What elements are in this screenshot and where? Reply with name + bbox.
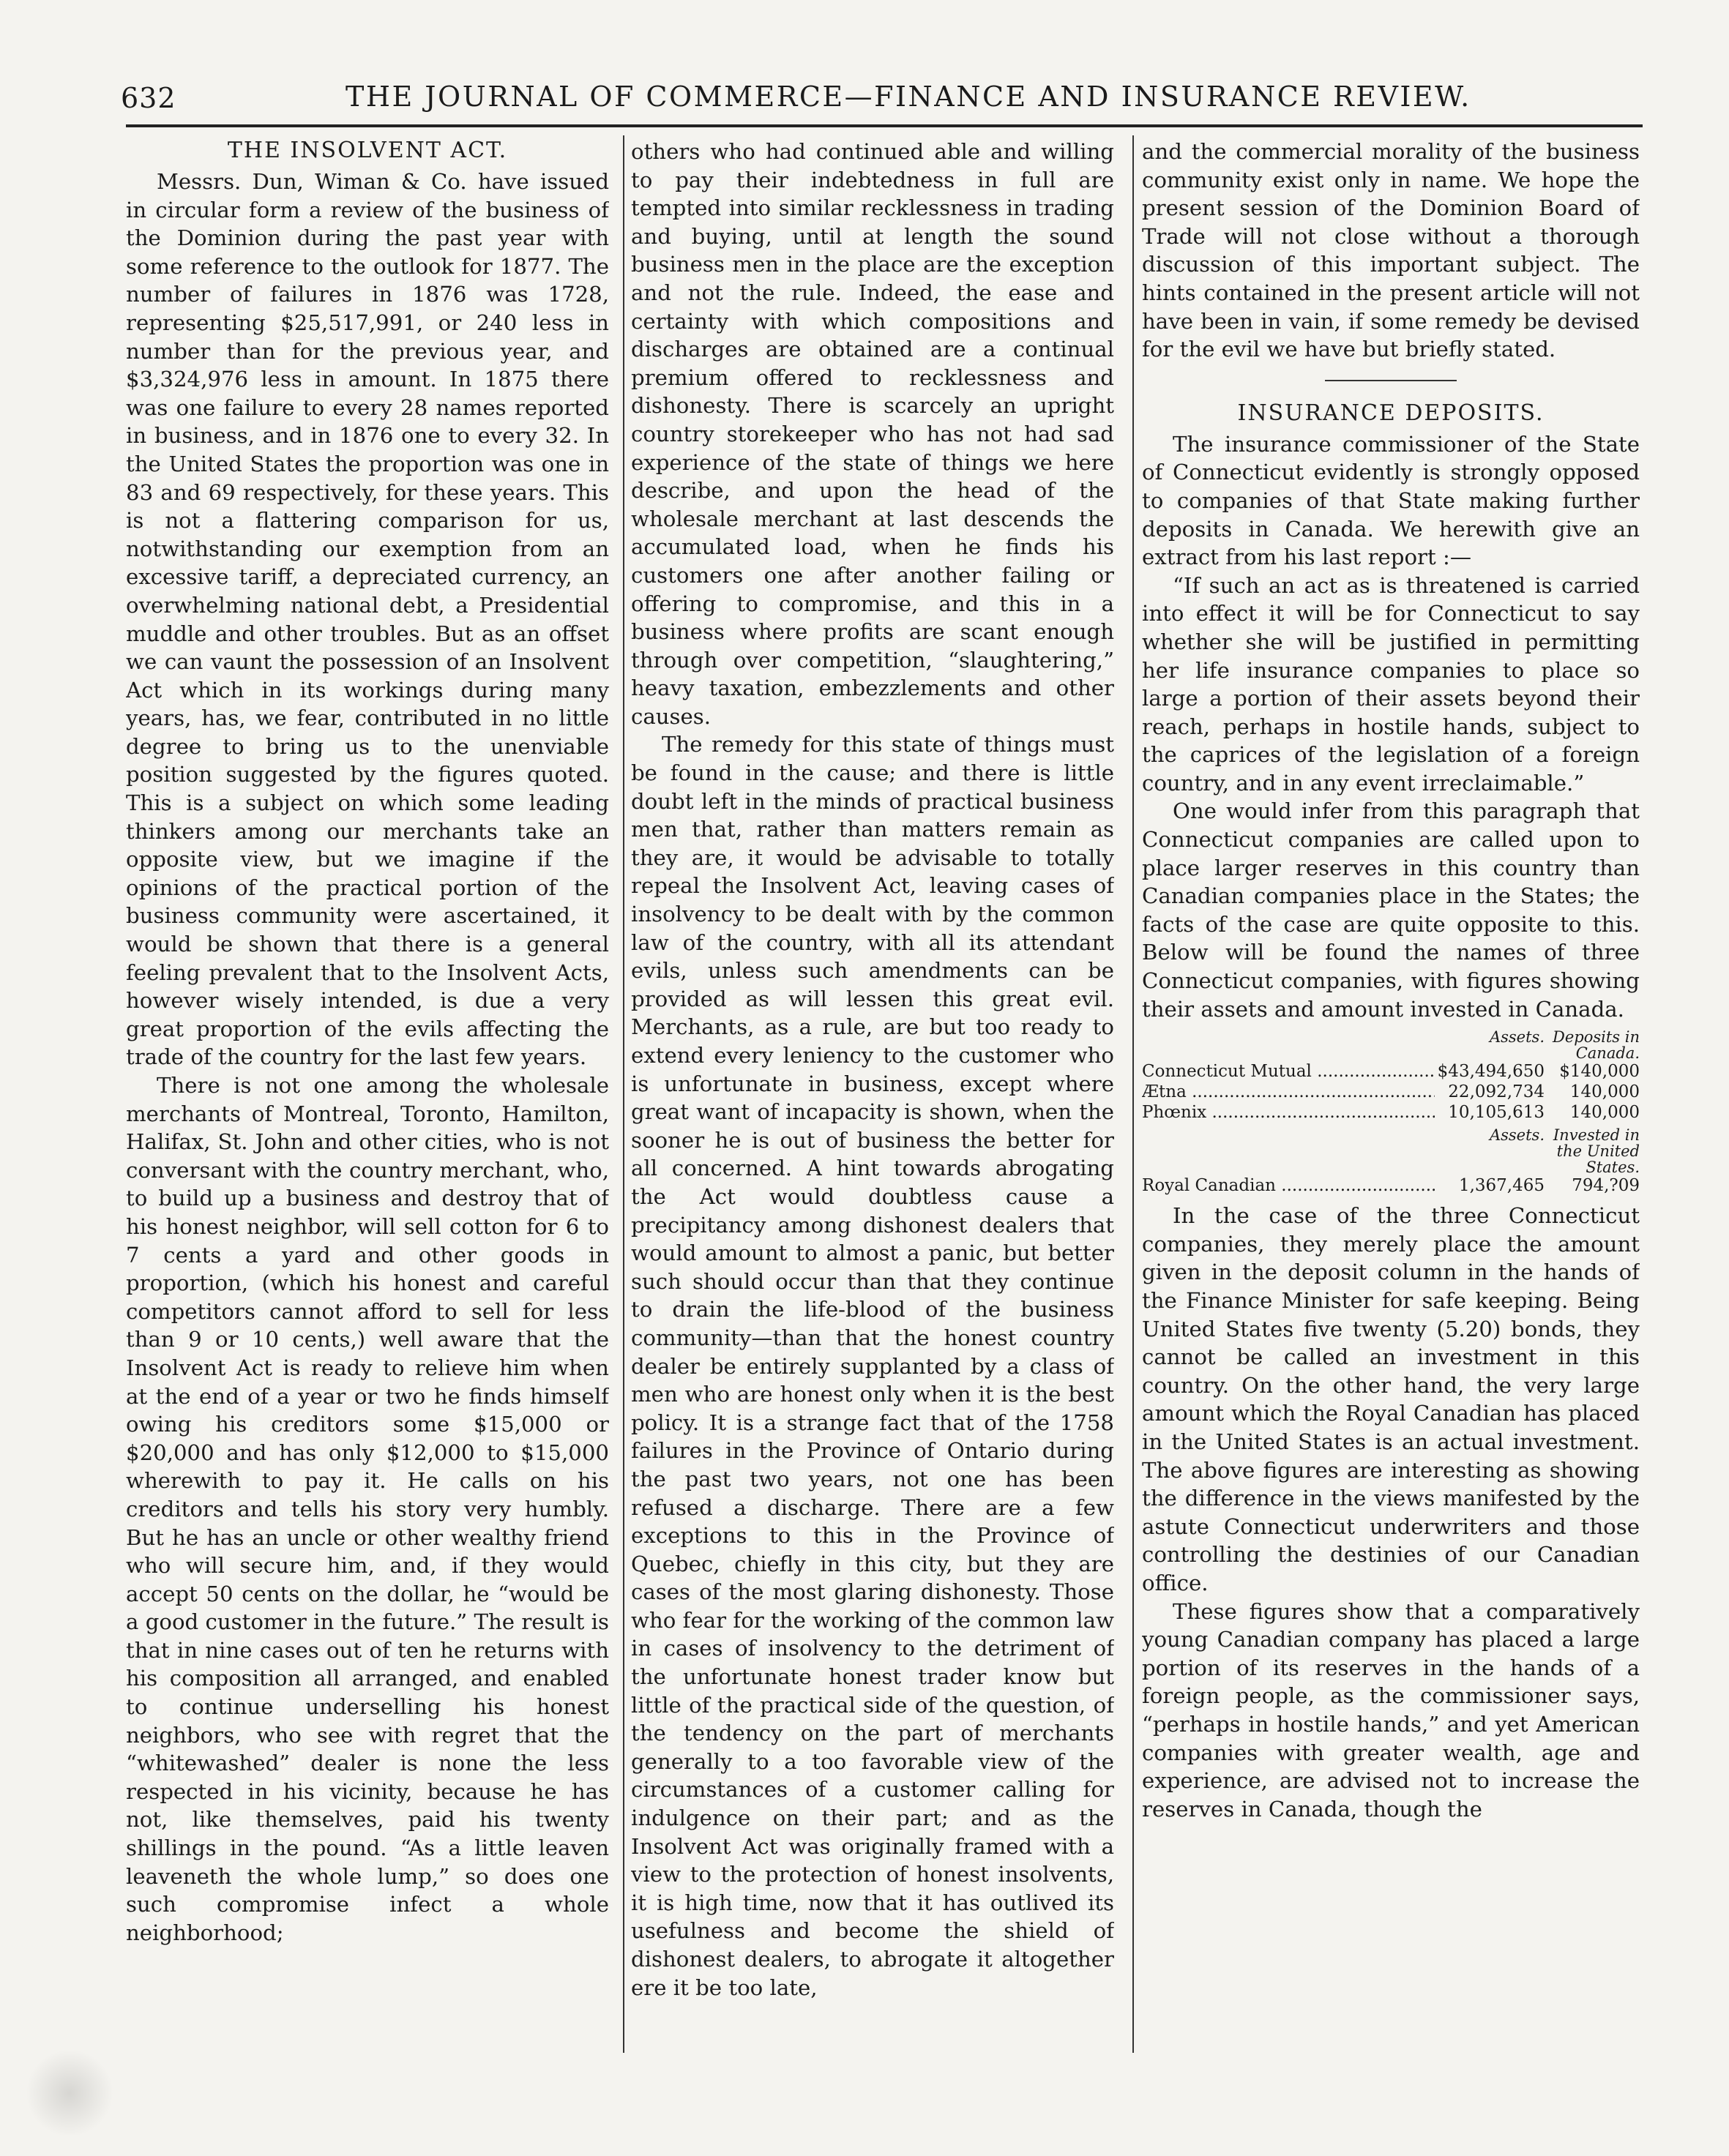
table-row <box>1142 1061 1640 1082</box>
header-rule <box>126 124 1643 127</box>
company-name: Connecticut Mutual ..... <box>1142 1061 1435 1082</box>
col-assets-header: Assets. <box>1489 1028 1545 1047</box>
col-invested-header: Invested in the United States. <box>1553 1126 1640 1177</box>
assets-value: 10,105,613 <box>1448 1103 1545 1123</box>
table-header <box>1142 1029 1640 1061</box>
page-smudge <box>26 2049 113 2137</box>
article-paragraph: There is not one among the wholesale merchants of Montreal, Toronto, Hamilton, Halifax, St. John and other cities, who is not conversant with the country merchant, who, to build up a business and destroy that of his honest neighbor, will sell cotton for 6 to 7 cents a yard and other goods in proportion, (which his honest and careful competitors cannot afford to sell for less than 9 or 10 cents,) well aware that the Insolvent Act is ready to relieve him when at the end of a year or two he finds himself owing his creditors some $15,000 or $20,000 and has only $12,000 to $15,000 wherewith to pay it. He calls on his creditors and tells his story very humbly. But he has an uncle or other wealthy friend who will secure him, and, if they would accept 50 cents on the dollar, he “would be a good customer in the future.” The result is that in nine cases out of ten he returns with his composition all arranged, and enabled to continue underselling his honest neighbors, who see with regret that the “whitewashed” dealer is none the less respected in his vicinity, because he has not, like themselves, paid his twenty shillings in the pound. “As a little leaven leaveneth the whole lump,” so does one such compromise infect a whole neighborhood; <box>126 1073 609 1945</box>
table-row <box>1142 1082 1640 1102</box>
article-title-insolvent-act: THE INSOLVENT ACT. <box>227 138 508 163</box>
assets-value: 1,367,465 <box>1458 1176 1545 1196</box>
article-paragraph: The remedy for this state of things must be found in the cause; and there is little doubt left in the minds of practical business men that, rather than matters remain as they are, it would be advisable to totally repeal the Insolvent Act, leaving cases of insolvency to be dealt with by the common law of the country, with all its attendant evils, unless such amendments can be provided as will lessen this great evil. Merchants, as a rule, are but too ready to extend every leniency to the customer who is unfortunate in business, except where great want of incapacity is shown, when the sooner he is out of business the better for all concerned. A hint towards abrogating the Act would doubtless cause a precipitancy among dishonest dealers that would amount to almost a panic, but better such should occur than that they continue to drain the life-blood of the business community—than that the honest country dealer be entirely supplanted by a class of men who are honest only when it is the best policy. It is a strange fact that of the 1758 failures in the Province of Ontario during the past two years, not one has been refused a discharge. There are a few exceptions to this in the Province of Quebec, chiefly in this city, but they are cases of the most glaring dishonesty. Those who fear for the working of the common law in cases of insolvency to the detriment of the unfortunate honest trader know but little of the practical side of the question, of the tendency on the part of merchants generally to a too favorable view of the circumstances of a customer calling for indulgence on their part; and as the Insolvent Act was originally framed with a view to the protection of honest insolvents, it is high time, now that it has outlived its usefulness and become the shield of dishonest dealers, to abrogate it altogether ere it be too late, <box>631 732 1114 2000</box>
journal-masthead: THE JOURNAL OF COMMERCE—FINANCE AND INSURANCE REVIEW. <box>346 81 1471 113</box>
article-paragraph: others who had continued able and willing to pay their indebtedness in full are tempted into similar recklessness in trading and buying, until at length the sound business men in the place are the exception and not the rule. Indeed, the ease and certainty with which compositions and discharges are obtained are a continual premium offered to recklessness and dishonesty. There is scarcely an upright country storekeeper who has not had sad experience of the state of things we here describe, and upon the head of the wholesale merchant at last descends the accumulated load, when he finds his customers one after another failing or offering to compromise, and this in a business where profits are scant enough through over competition, “slaughtering,” heavy taxation, embezzlements and other causes. <box>631 139 1114 729</box>
assets-value: $43,494,650 <box>1437 1062 1545 1082</box>
column-1 <box>126 138 609 2075</box>
article-paragraph: and the commercial morality of the business community exist only in name. We hope the present session of the Dominion Board of Trade will not close without a thorough discussion of this important subject. The hints contained in the present article will not have been in vain, if some remedy be devised for the evil we have but briefly stated. <box>1142 139 1640 362</box>
table-row <box>1142 1102 1640 1123</box>
article-paragraph: In the case of the three Connecticut companies, they merely place the amount given in the deposit column in the hands of the Finance Minister for safe keeping. Being United States five twenty (5.20) bonds, they cannot be called an investment in this country. On the other hand, the very large amount which the Royal Canadian has placed in the United States is an actual investment. The above figures are interesting as showing the difference in the views manifested by the astute Connecticut underwriters and those controlling the destinies of our Canadian office. <box>1142 1203 1640 1595</box>
article-title-insurance-deposits: INSURANCE DEPOSITS. <box>1237 400 1545 426</box>
table-header <box>1142 1127 1640 1175</box>
deposits-value: $140,000 <box>1559 1062 1640 1082</box>
page-number: 632 <box>121 82 176 114</box>
table-row <box>1142 1175 1640 1196</box>
invested-value: 794,?09 <box>1572 1176 1640 1196</box>
col-assets-header: Assets. <box>1489 1126 1545 1145</box>
quoted-paragraph: “If such an act as is threatened is carried into effect it will be for Connecticut to say whether she will be justified in permitting her life insurance companies to place so large a portion of their assets beyond their reach, perhaps in hostile hands, subject to the caprices of the legislation of a foreign country, and in any event irreclaimable.” <box>1142 572 1640 796</box>
deposits-value: 140,000 <box>1569 1082 1640 1102</box>
article-paragraph: One would infer from this paragraph that Connecticut companies are called upon to place larger reserves in this country than Canadian companies place in the States; the facts of the case are quite opposite to this. Below will be found the names of three Connecticut companies, with figures showing their assets and amount invested in Canada. <box>1142 798 1640 1022</box>
section-rule <box>1325 380 1457 381</box>
company-name: Royal Canadian ..... <box>1142 1175 1435 1196</box>
assets-value: 22,092,734 <box>1448 1082 1545 1102</box>
company-name: Ætna ..... <box>1142 1082 1435 1102</box>
article-paragraph: The insurance commissioner of the State of Connecticut evidently is strongly opposed to companies of that State making further deposits in Canada. We herewith give an extract from his last report :— <box>1142 431 1640 570</box>
article-paragraph: Messrs. Dun, Wiman & Co. have issued in circular form a review of the business of the Dominion during the past year with some reference to the outlook for 1877. The number of failures in 1876 was 1728, representing $25,517,991, or 240 less in number than for the previous year, and $3,324,976 less in amount. In 1875 there was one failure to every 28 names reported in business, and in 1876 one to every 32. In the United States the proportion was one in 83 and 69 respectively, for these years. This is not a flattering comparison for us, notwithstanding our exemption from an excessive tariff, a depreciated currency, an overwhelming national debt, a Presidential muddle and other troubles. But as an offset we can vaunt the possession of an Insolvent Act which in its workings during many years, has, we fear, contributed in no little degree to bring us to the unenviable position suggested by the figures quoted. This is a subject on which some leading thinkers among our merchants take an opposite view, but we imagine if the opinions of the practical portion of the business community were ascertained, it would be shown that there is a general feeling prevalent that to the Insolvent Acts, however wisely intended, is due a very great proportion of the evils affecting the trade of the country for the last few years. <box>126 169 609 1070</box>
column-3 <box>1142 138 1640 2075</box>
col-deposits-header: Deposits in Canada. <box>1553 1028 1640 1063</box>
column-2 <box>631 138 1114 2075</box>
column-divider <box>623 135 624 2053</box>
deposits-table <box>1142 1029 1640 1196</box>
company-name: Phœnix ..... <box>1142 1102 1435 1123</box>
column-divider <box>1132 135 1134 2053</box>
deposits-value: 140,000 <box>1569 1103 1640 1123</box>
article-paragraph: These figures show that a comparatively young Canadian company has placed a large portion of its reserves in the hands of a foreign people, as the commissioner says, “perhaps in hostile hands,” and yet American companies with greater wealth, age and experience, are advised not to increase the reserves in Canada, though the <box>1142 1598 1640 1822</box>
